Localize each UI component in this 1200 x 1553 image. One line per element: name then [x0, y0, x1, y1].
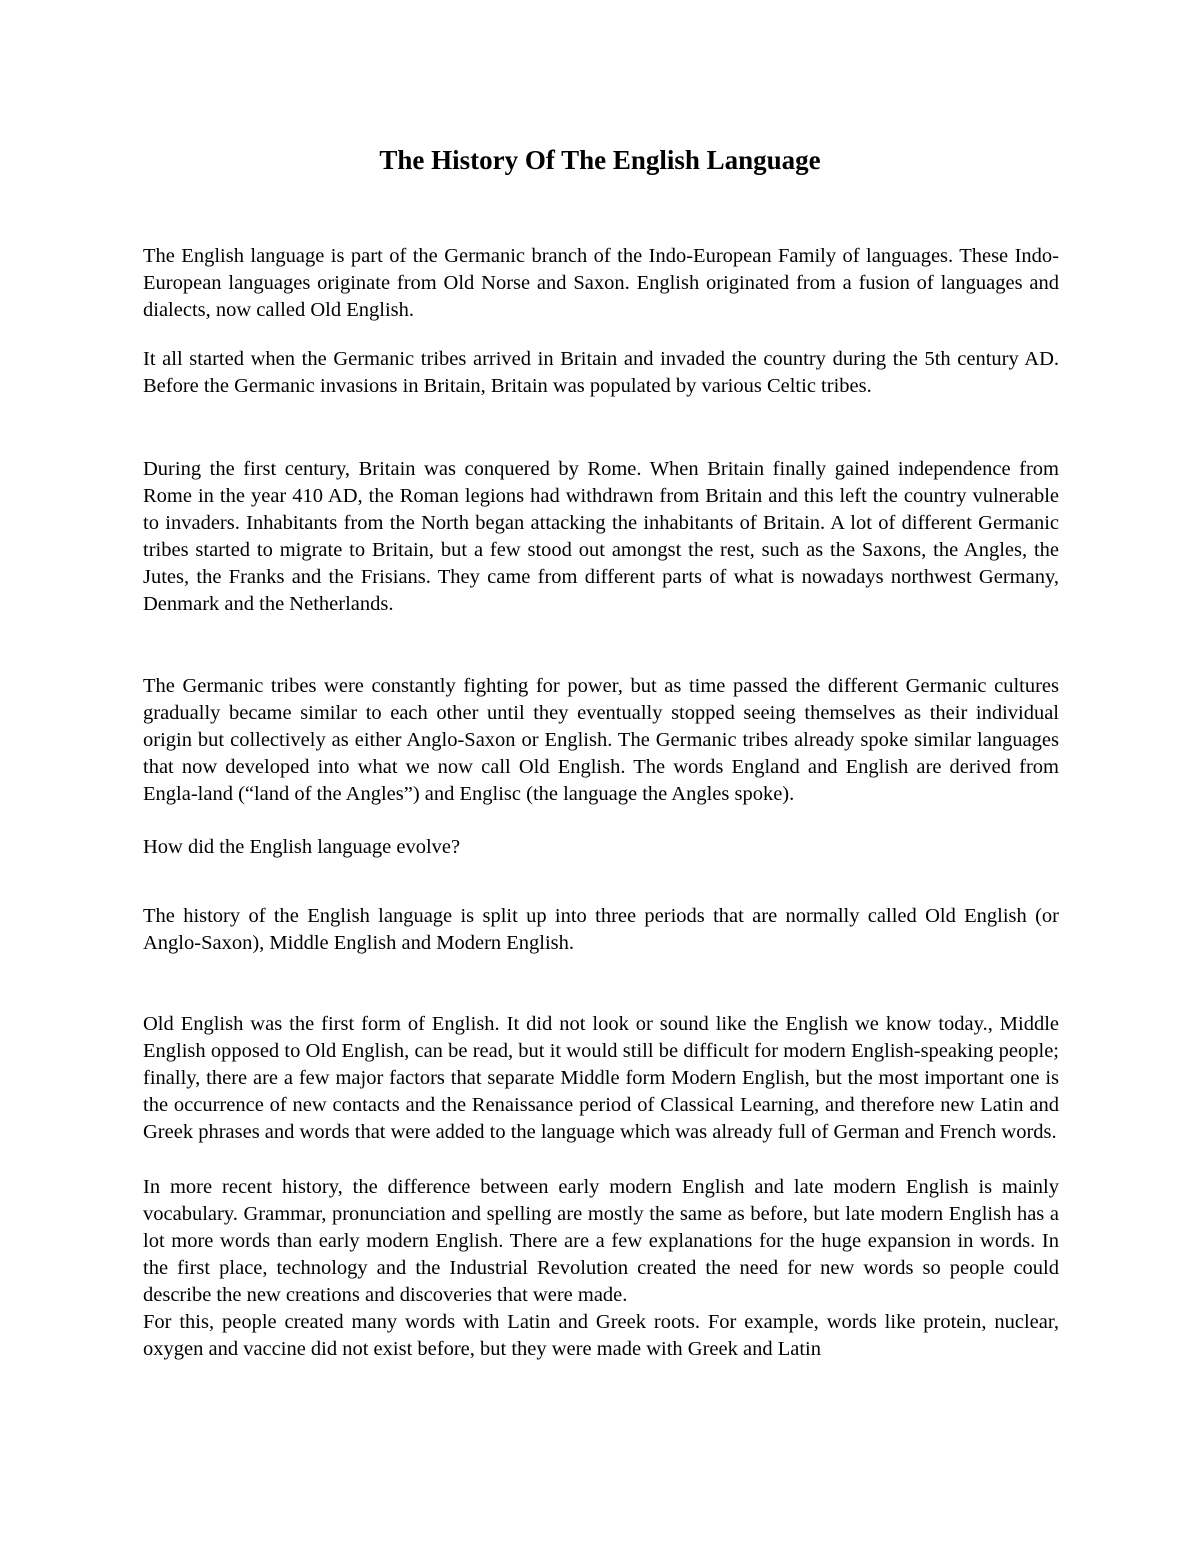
paragraph-old-middle-english: Old English was the first form of English. It did not look or sound like the English we know today., Middle English opposed to Old English, can be read, but it would still be difficult for modern English-speaking people; finally, there are a few major factors that separate Middle form Modern English, but the most important one is the occurrence of new contacts and the Renaissance period of Classical Learning, and therefore new Latin and Greek phrases and words that were added to the language which was already full of German and French words.	[143, 1013, 1059, 1143]
section-question: How did the English language evolve?	[143, 836, 461, 858]
paragraph-three-periods: The history of the English language is split up into three periods that are normally called Old English (or Anglo-Saxon), Middle English and Modern English.	[143, 905, 1059, 954]
paragraph-anglo-saxon: The Germanic tribes were constantly fighting for power, but as time passed the different Germanic cultures gradually became similar to each other until they eventually stopped seeing themselves as their individual origin but collectively as either Anglo-Saxon or English. The Germanic tribes already spoke similar languages that now developed into what we now call Old English. The words England and English are derived from Engla-land (“land of the Angles”) and Englisc (the language the Angles spoke).	[143, 675, 1059, 805]
paragraph-intro: The English language is part of the Germanic branch of the Indo-European Family of languages. These Indo-European languages originate from Old Norse and Saxon. English originated from a fusion of languages and dialects, now called Old English.	[143, 245, 1059, 321]
document-title: The History Of The English Language	[379, 145, 821, 175]
paragraph-germanic-tribes: It all started when the Germanic tribes arrived in Britain and invaded the country during the 5th century AD. Before the Germanic invasions in Britain, Britain was populated by various Celtic tribes.	[143, 348, 1059, 397]
paragraph-modern-english: In more recent history, the difference between early modern English and late modern English is mainly vocabulary. Grammar, pronunciation and spelling are mostly the same as before, but late modern English has a lot more words than early modern English. There are a few explanations for the huge expansion in words. In the first place, technology and the Industrial Revolution created the need for new words so people could describe the new creations and discoveries that were made.	[143, 1176, 1059, 1306]
paragraph-roman-britain: During the first century, Britain was conquered by Rome. When Britain finally gained independence from Rome in the year 410 AD, the Roman legions had withdrawn from Britain and this left the country vulnerable to invaders. Inhabitants from the North began attacking the inhabitants of Britain. A lot of different Germanic tribes started to migrate to Britain, but a few stood out amongst the rest, such as the Saxons, the Angles, the Jutes, the Franks and the Frisians. They came from different parts of what is nowadays northwest Germany, Denmark and the Netherlands.	[143, 458, 1059, 615]
paragraph-latin-greek-roots: For this, people created many words with Latin and Greek roots. For example, words like protein, nuclear, oxygen and vaccine did not exist before, but they were made with Greek and Latin	[143, 1311, 1059, 1360]
